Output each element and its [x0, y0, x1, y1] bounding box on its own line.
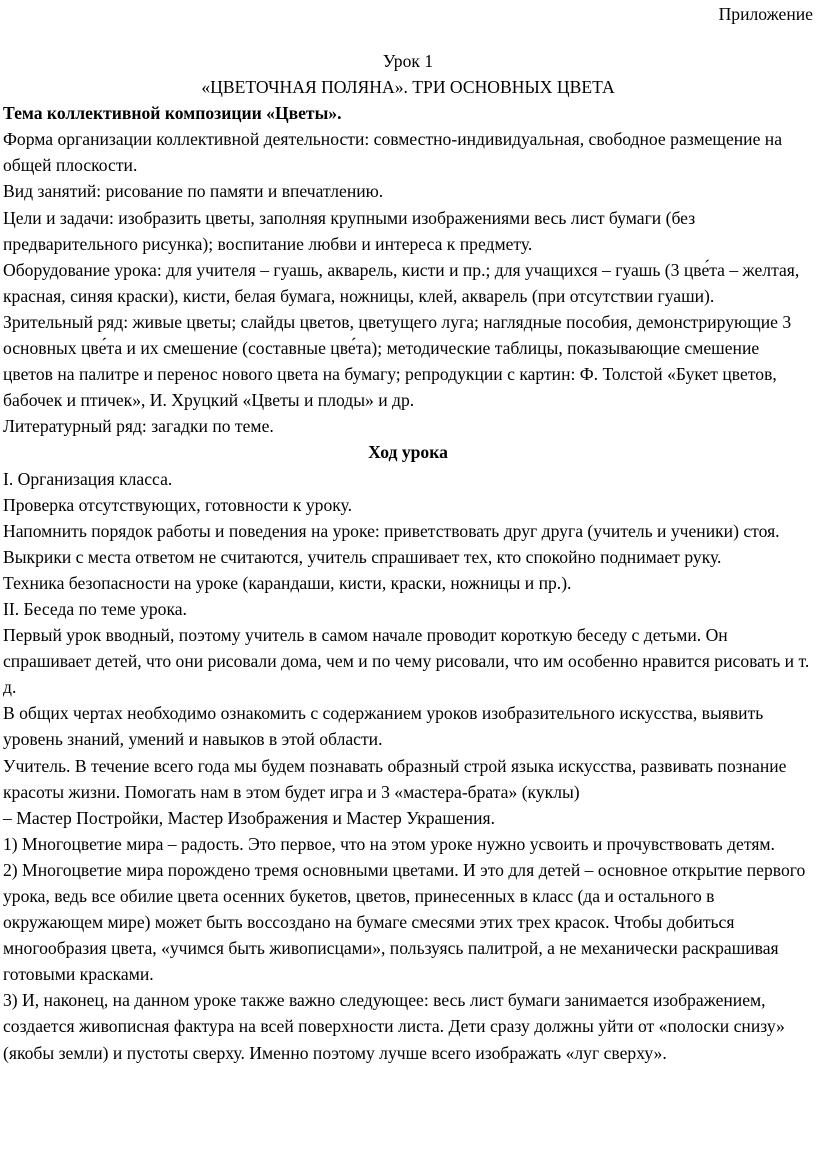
lesson-number: Урок 1 — [382, 51, 434, 71]
paragraph: I. Организация класса. — [3, 468, 173, 489]
lesson-type: Вид занятий: рисование по памяти и впечатлению. — [3, 181, 384, 202]
appendix-label: Приложение — [718, 4, 813, 24]
paragraph: Учитель. В течение всего года мы будем познавать образный строй языка искусства, развивать познание красоты жизни. Помогать нам в этом будет игра и 3 «мастера-брата» (куклы) — [3, 755, 787, 802]
paragraph: Проверка отсутствующих, готовности к уроку. — [3, 494, 352, 515]
lesson-title: «ЦВЕТОЧНАЯ ПОЛЯНА». ТРИ ОСНОВНЫХ ЦВЕТА — [201, 77, 615, 98]
spacer — [3, 27, 813, 48]
document-page — [3, 0, 813, 1066]
paragraph: В общих чертах необходимо ознакомить с содержанием уроков изобразительного искусства, выявить уровень знаний, умений и навыков в этой области. — [3, 703, 764, 750]
paragraph: Техника безопасности на уроке (карандаши, кисти, краски, ножницы и пр.). — [3, 572, 572, 593]
lesson-equipment: Оборудование урока: для учителя – гуашь, акварель, кисти и пр.; для учащихся – гуашь (3 цве́та – желтая, красная, синяя краски), кисти, белая бумага, ножницы, клей, акварель (при отсутствии гуаши). — [3, 259, 800, 306]
paragraph: – Мастер Постройки, Мастер Изображения и Мастер Украшения. — [3, 807, 495, 828]
goals-and-tasks: Цели и задачи: изобразить цветы, заполняя крупными изображениями весь лист бумаги (без предварительного рисунка); воспитание любви и интереса к предмету. — [3, 207, 696, 254]
literary-series: Литературный ряд: загадки по теме. — [3, 416, 274, 437]
paragraph: 1) Многоцветие мира – радость. Это первое, что на этом уроке нужно усвоить и прочувствовать детям. — [3, 833, 775, 854]
paragraph: Первый урок вводный, поэтому учитель в самом начале проводит короткую беседу с детьми. Он спрашивает детей, что они рисовали дома, чем и по чему рисовали, что им особенно нравится рисовать и т. д. — [3, 625, 810, 698]
course-heading: Ход урока — [368, 442, 448, 463]
composition-theme: Тема коллективной композиции «Цветы». — [3, 103, 342, 124]
visual-series: Зрительный ряд: живые цветы; слайды цветов, цветущего луга; наглядные пособия, демонстрирующие 3 основных цве́та и их смешение (составные цве́та); методические таблицы, показывающие смешение цветов на палитре и перенос нового цвета на бумагу; репродукции с картин: Ф. Толстой «Букет цветов, бабочек и птичек», И. Хруцкий «Цветы и плоды» и др. — [3, 311, 792, 411]
paragraph: 3) И, наконец, на данном уроке также важно следующее: весь лист бумаги занимается изображением, создается живописная фактура на всей поверхности листа. Дети сразу должны уйти от «полоски снизу» (якобы земли) и пустоты сверху. Именно поэтому лучше всего изображать «луг сверху». — [3, 990, 785, 1063]
paragraph: Напомнить порядок работы и поведения на уроке: приветствовать друг друга (учитель и ученики) стоя. Выкрики с места ответом не считаются, учитель спрашивает тех, кто спокойно поднимает руку. — [3, 520, 780, 567]
paragraph: II. Беседа по теме урока. — [3, 598, 187, 619]
organization-form: Форма организации коллективной деятельности: совместно-индивидуальная, свободное размещение на общей плоскости. — [3, 129, 783, 176]
paragraph: 2) Многоцветие мира порождено тремя основными цветами. И это для детей – основное открытие первого урока, ведь все обилие цвета осенних букетов, цветов, принесенных в класс (да и остального в окружающем мире) может быть воссоздано на бумаге смесями этих трех красок. Чтобы добиться многообразия цвета, «учимся быть живописцами», пользуясь палитрой, а не механически раскрашивая готовыми красками. — [3, 859, 806, 985]
